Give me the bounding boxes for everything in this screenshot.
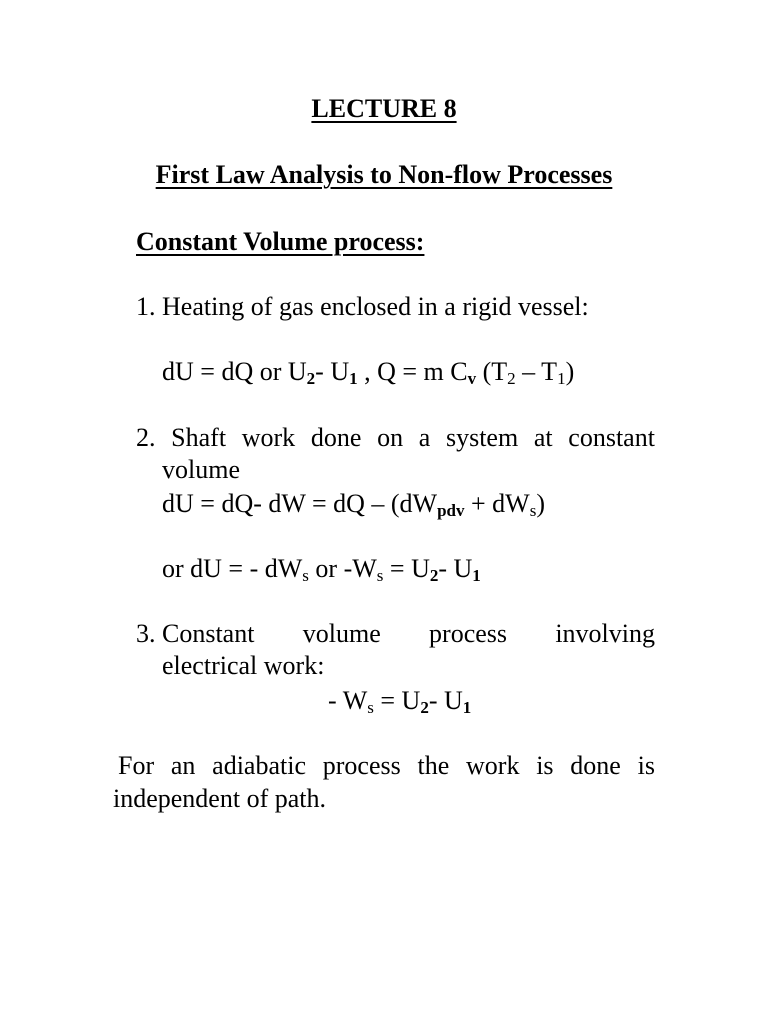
item2-line1: 2. Shaft work done on a system at constant xyxy=(136,423,655,452)
main-heading: First Law Analysis to Non-flow Processes xyxy=(155,160,613,189)
item1-equation: dU = dQ or $U_2-$ $U_1$ , Q = m $C_v$ $(T_2 - T_1)$ xyxy=(162,357,575,388)
lecture-title: LECTURE 8 xyxy=(311,94,457,123)
item2-line2: volume xyxy=(162,455,240,484)
item3-equation: - $W_s = U_2-$ $U_1$ xyxy=(328,686,472,717)
conclusion-line1: For an adiabatic process the work is done is xyxy=(118,751,655,780)
section-heading: Constant Volume process: xyxy=(136,227,425,256)
conclusion-line2: independent of path. xyxy=(113,784,326,813)
item2-equation-1: dU = dQ- dW = dQ – $(dW_{pdv} + dW_s)$ xyxy=(162,489,546,520)
item2-equation-2: or dU = - $dW_s$ or $-W_s = U_2-$ $U_1$ xyxy=(162,554,481,585)
item3-line1: 3. Constant volume process involving xyxy=(136,619,655,648)
item3-line2: electrical work: xyxy=(162,651,325,680)
item1-text: 1. Heating of gas enclosed in a rigid vessel: xyxy=(136,292,589,321)
